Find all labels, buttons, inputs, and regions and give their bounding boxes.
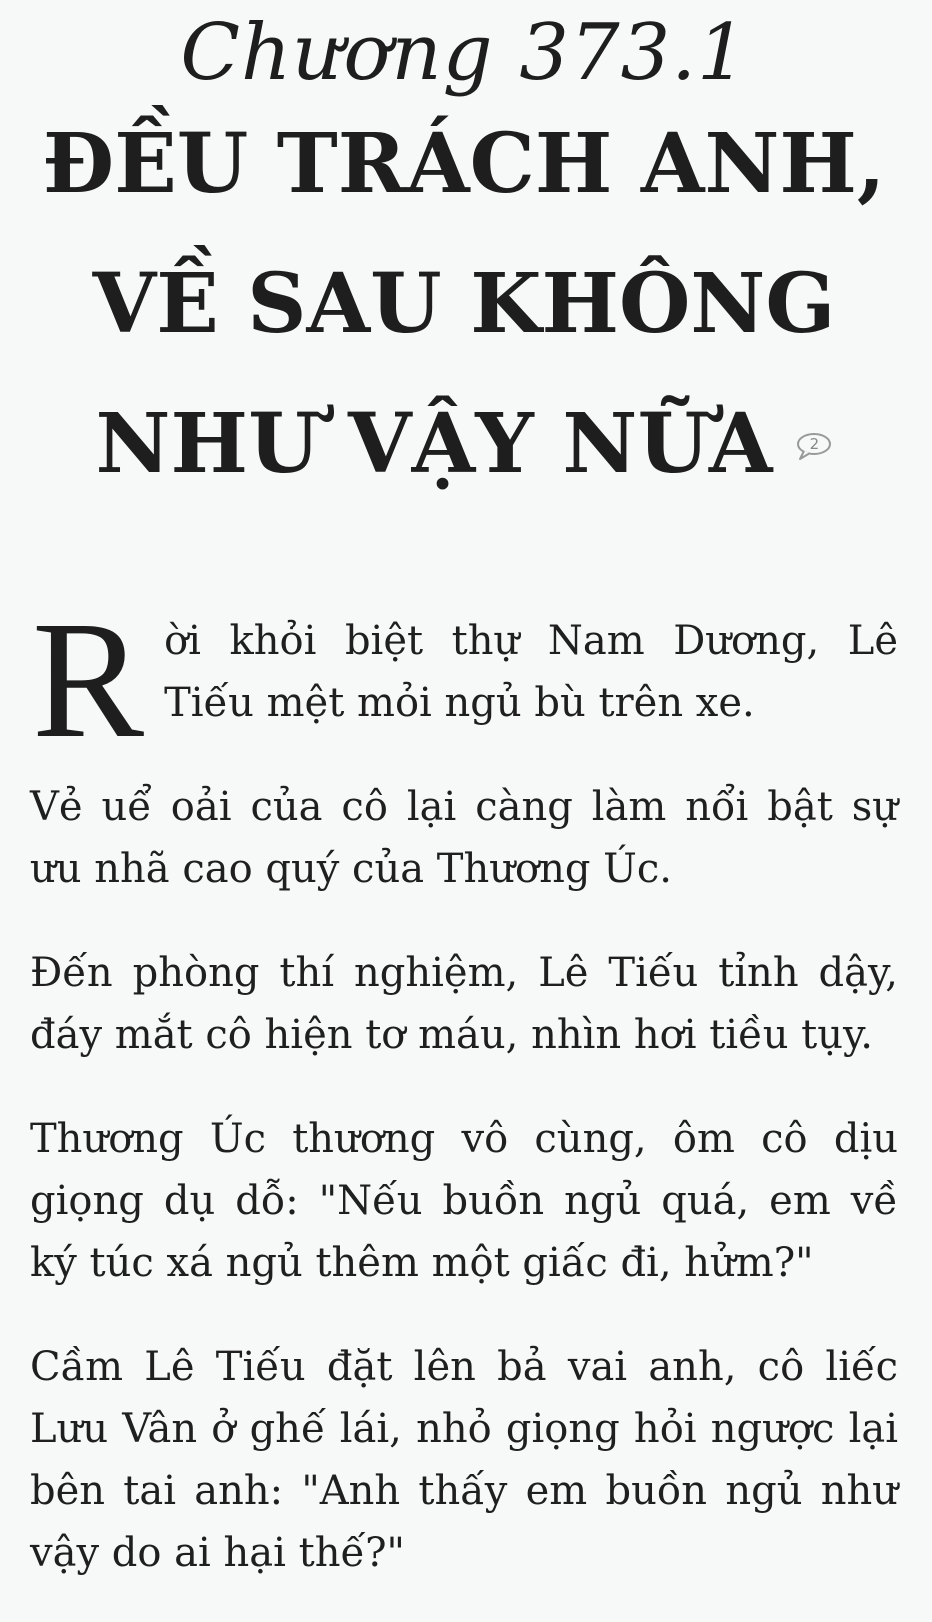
paragraph-1-text: ời khỏi biệt thự Nam Dương, Lê Tiếu mệt mỏi ngủ bù trên xe.: [164, 618, 898, 726]
chapter-number: Chương 373.1: [180, 8, 748, 98]
chapter-title-line-3: [30, 374, 898, 514]
chapter-title-line-3-text: NHƯ VẬY NỮA: [95, 396, 773, 492]
chapter-title-line-2: VỀ SAU KHÔNG: [92, 256, 836, 352]
comment-badge[interactable]: [796, 433, 832, 459]
paragraph-1: [30, 587, 898, 773]
drop-cap-letter: R: [32, 587, 145, 773]
chapter-title-line-1: ĐỀU TRÁCH ANH,: [42, 116, 886, 212]
paragraph-5: Cầm Lê Tiếu đặt lên bả vai anh, cô liếc Lưu Vân ở ghế lái, nhỏ giọng hỏi ngược lại bên tai anh: "Anh thấy em buồn ngủ như vậy do ai hại thế?": [30, 1344, 898, 1576]
paragraph-3: Đến phòng thí nghiệm, Lê Tiếu tỉnh dậy, đáy mắt cô hiện tơ máu, nhìn hơi tiều tụy.: [30, 950, 898, 1058]
chapter-title: [30, 94, 898, 514]
paragraph-4: Thương Úc thương vô cùng, ôm cô dịu giọng dụ dỗ: "Nếu buồn ngủ quá, em về ký túc xá ngủ thêm một giấc đi, hửm?": [30, 1116, 898, 1286]
paragraph-2: Vẻ uể oải của cô lại càng làm nổi bật sự ưu nhã cao quý của Thương Úc.: [30, 784, 898, 892]
chapter-content: [30, 587, 898, 1584]
comment-count: 2: [809, 434, 820, 453]
